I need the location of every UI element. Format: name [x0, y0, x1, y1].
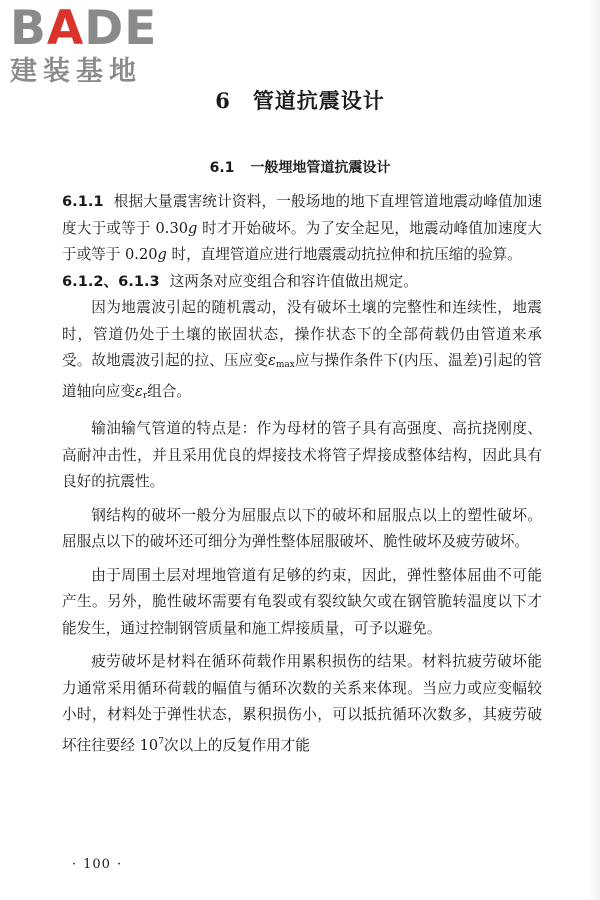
clause-6-1-2: 6.1.2、6.1.3 这两条对应变组合和容许值做出规定。: [62, 272, 418, 290]
bade-logo: [10, 1, 180, 90]
paragraph: 因为地震波引起的随机震动，没有破坏土壤的完整性和连续性，地震时，管道仍处于土壤的嵌固状态，操作状态下的全部荷载仍由管道来承受。故地震波引起的拉、压应变$\varepsilon_{max}$应与操作条件下(内压、温差)引起的管道轴向应变$\varepsilon_r$组合。: [62, 299, 542, 401]
logo-subtitle: 建装基地: [10, 56, 142, 87]
chapter-title: [0, 85, 600, 115]
page-number: · 100 ·: [72, 857, 123, 872]
body-text: [62, 189, 542, 759]
clause-number: 6.1.1: [62, 193, 104, 210]
paragraph: 疲劳破坏是材料在循环荷载作用累积损伤的结果。材料抗疲劳破坏能力通常采用循环荷载的幅值与循环次数的关系来体现。当应力或应变幅较小时，材料处于弹性状态，累积损伤小，可以抵抗循环次数多，其疲劳破坏往往要经 $10^7$次以上的反复作用才能: [62, 653, 542, 754]
chapter-number: 6: [215, 88, 231, 113]
section-title-text: 一般埋地管道抗震设计: [250, 160, 391, 176]
paragraph: 钢结构的破坏一般分为屈服点以下的破坏和屈服点以上的塑性破坏。屈服点以下的破坏还可细分为弹性整体屈服破坏、脆性破坏及疲劳破坏。: [62, 506, 542, 550]
clause-number: 6.1.2、6.1.3: [62, 272, 160, 290]
chapter-title-text: 管道抗震设计: [252, 88, 385, 113]
page-edge-shadow: [588, 0, 600, 900]
paragraph: 由于周围土层对埋地管道有足够的约束，因此，弹性整体屈曲不可能产生。另外，脆性破坏需要有龟裂或有裂纹缺欠或在钢管脆转温度以下才能发生，通过控制钢管质量和施工焊接质量，可予以避免。: [62, 566, 542, 637]
section-number: 6.1: [209, 160, 235, 176]
section-title: [0, 157, 600, 177]
logo-wordmark: BADE: [10, 1, 158, 56]
clause-6-1-1: 6.1.1 根据大量震害统计资料，一般场地的地下直埋管道地震动峰值加速度大于或等于 0.30g 时才开始破坏。为了安全起见，地震动峰值加速度大于或等于 0.20g 时，直埋管道应进行地震震动抗拉伸和抗压缩的验算。: [62, 193, 542, 263]
paragraph: 输油输气管道的特点是：作为母材的管子具有高强度、高抗挠刚度、高耐冲击性，并且采用优良的焊接技术将管子焊接成整体结构，因此具有良好的抗震性。: [62, 420, 542, 490]
